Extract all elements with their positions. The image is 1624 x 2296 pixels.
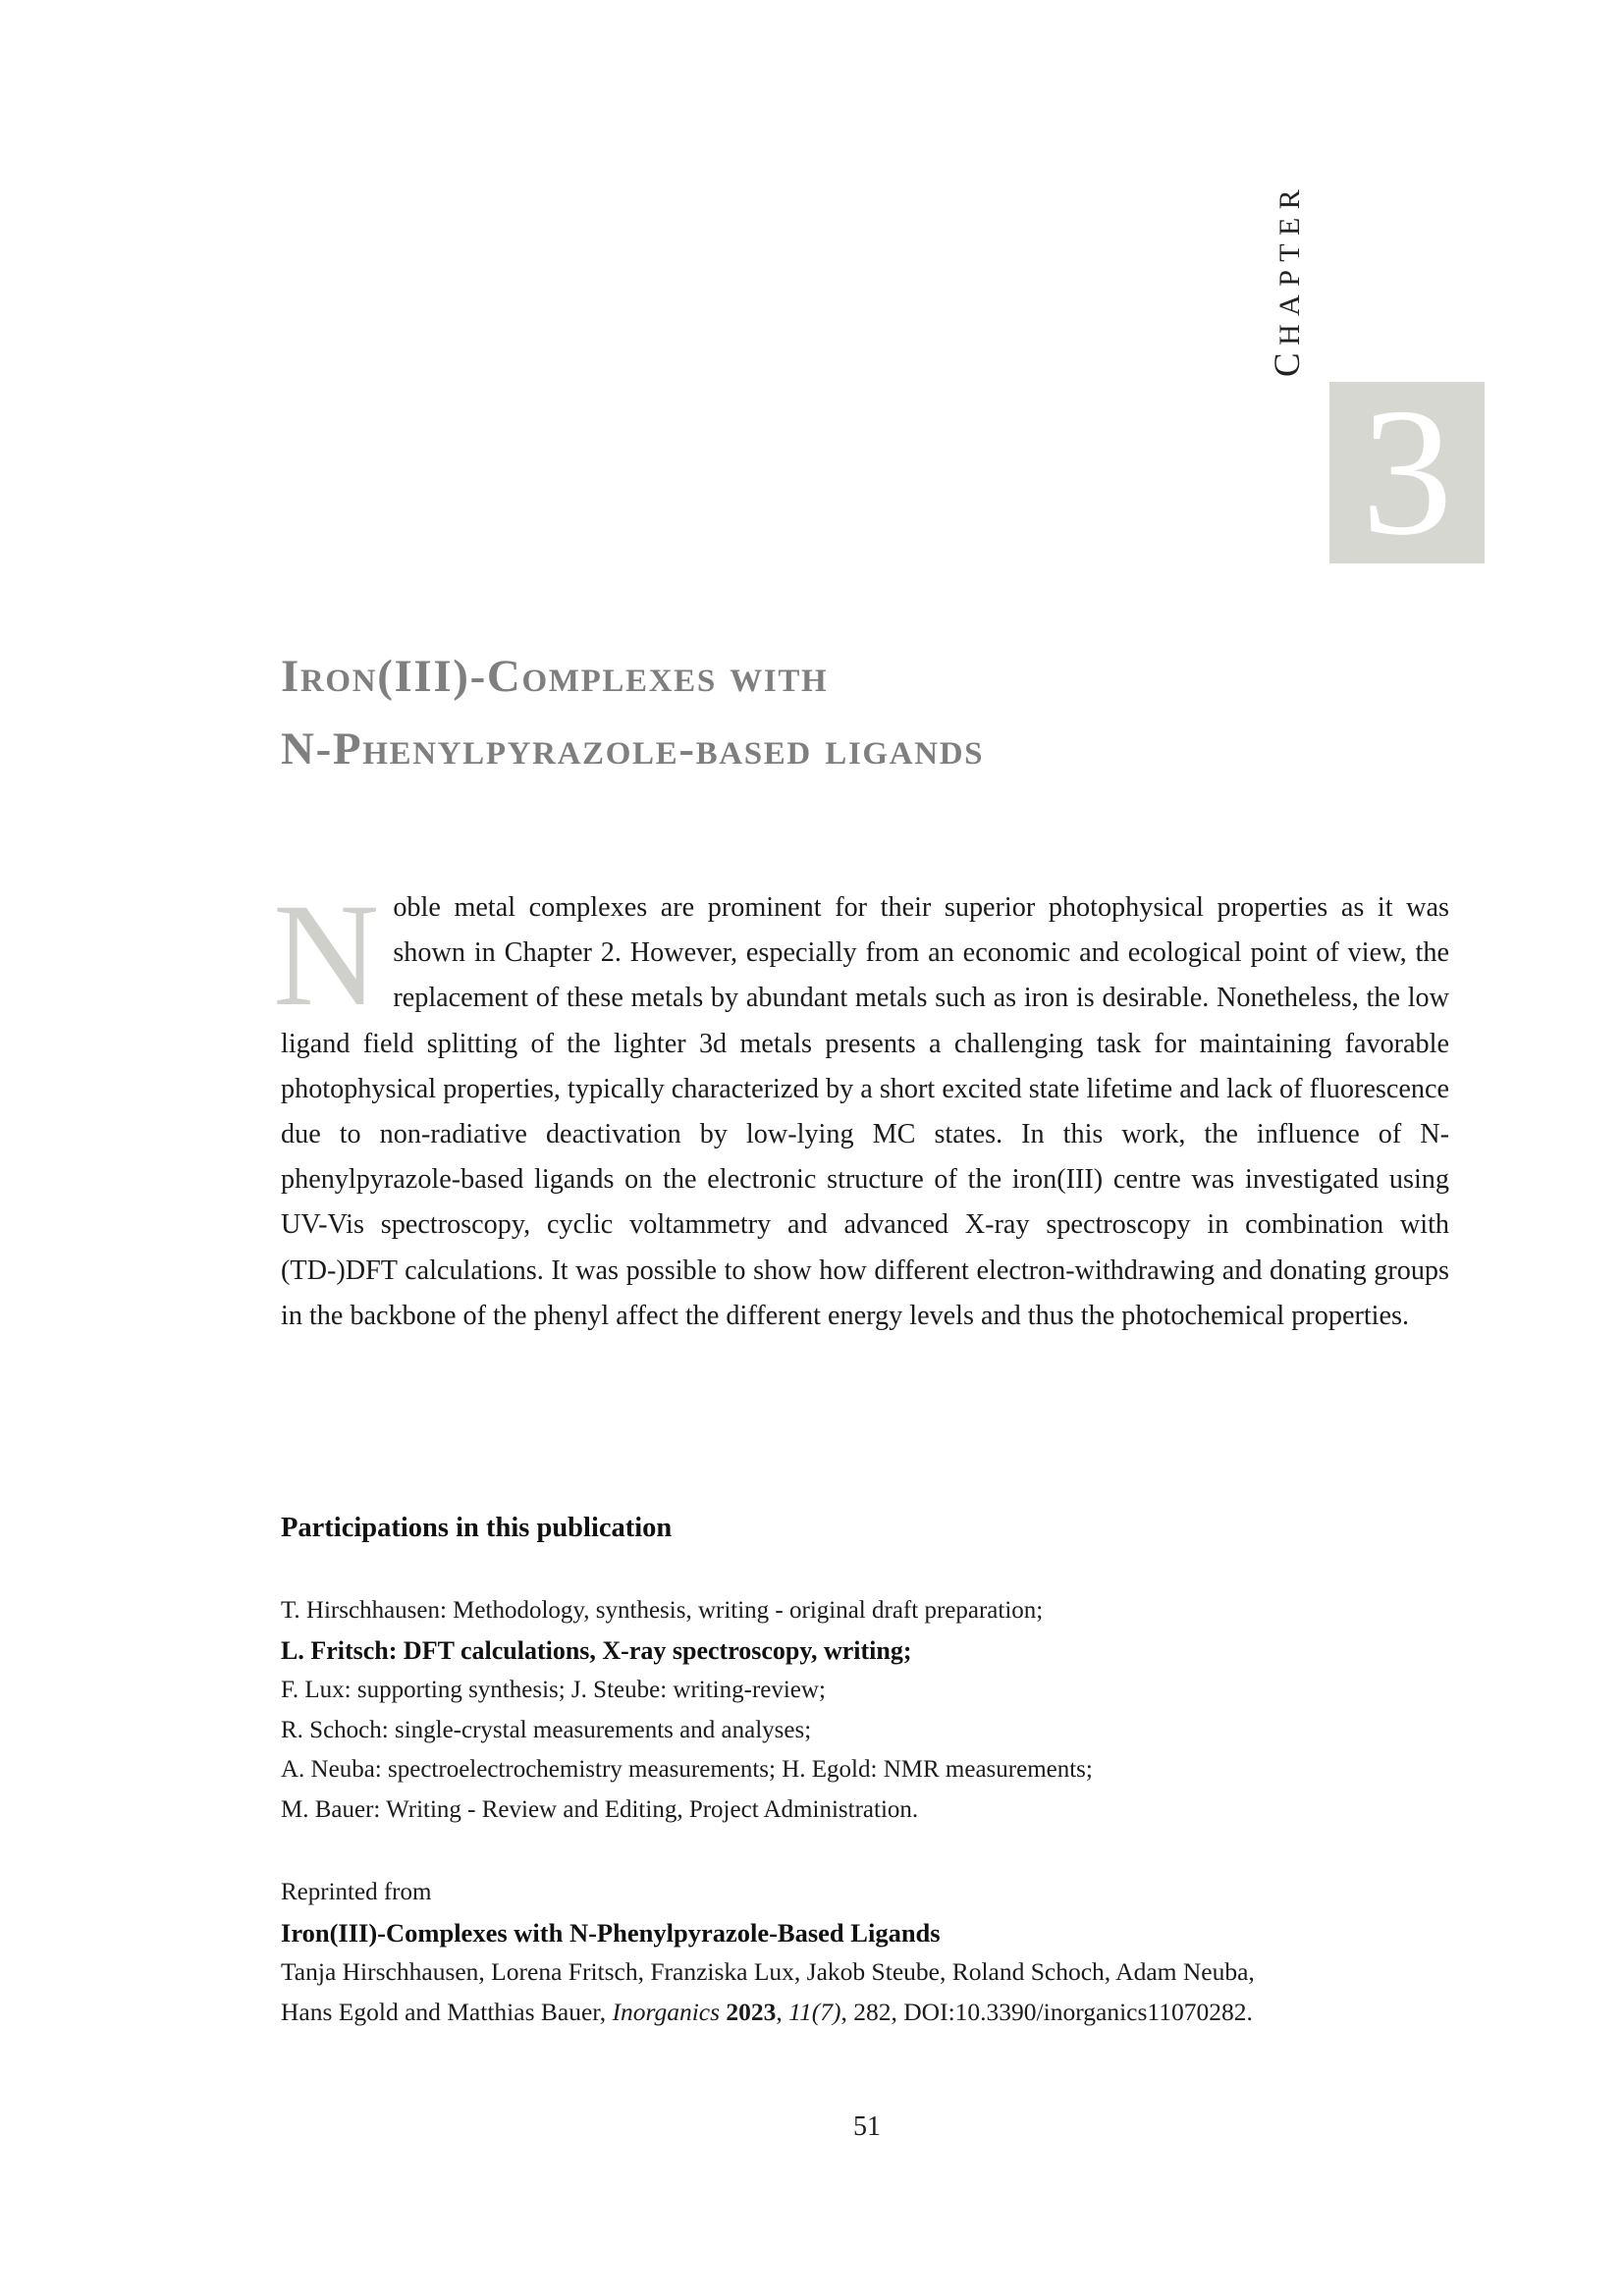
reprint-authors-line-1: Tanja Hirschhausen, Lorena Fritsch, Franziska Lux, Jakob Steube, Roland Schoch, Adam Neuba, bbox=[281, 1957, 1255, 1986]
participation-line-highlighted: L. Fritsch: DFT calculations, X-ray spectroscopy, writing; bbox=[281, 1635, 912, 1665]
page-number: 51 bbox=[853, 2111, 881, 2142]
reprint-authors-line-2-text: Hans Egold and Matthias Bauer, bbox=[281, 1997, 613, 2026]
chapter-title-line-1: Iron(III)-Complexes with bbox=[281, 651, 829, 702]
chapter-number: 3 bbox=[1361, 382, 1453, 563]
participations-heading: Participations in this publication bbox=[281, 1513, 673, 1543]
reprint-volume-issue: 11(7) bbox=[788, 1997, 841, 2026]
participation-line: A. Neuba: spectroelectrochemistry measurements; H. Egold: NMR measurements; bbox=[281, 1756, 1093, 1783]
participation-line: M. Bauer: Writing - Review and Editing, Project Administration. bbox=[281, 1795, 919, 1823]
participation-line: R. Schoch: single-crystal measurements and analyses; bbox=[281, 1716, 812, 1743]
reprint-citation bbox=[281, 1873, 1459, 2032]
chapter-title bbox=[281, 640, 1361, 785]
reprint-paper-title: Iron(III)-Complexes with N-Phenylpyrazole-Based Ligands bbox=[281, 1917, 941, 1948]
chapter-label bbox=[1268, 181, 1308, 377]
drop-cap: N bbox=[273, 874, 380, 1037]
chapter-number-box bbox=[1329, 382, 1485, 563]
chapter-label-rest: HAPTER bbox=[1273, 181, 1306, 346]
reprint-year: 2023 bbox=[726, 1997, 777, 2026]
participations-list bbox=[281, 1591, 1449, 1830]
reprint-authors-line-2: Hans Egold and Matthias Bauer, Inorganics 2023, 11(7), 282, DOI:10.3390/inorganics11070282. bbox=[281, 1997, 1253, 2026]
chapter-title-line-2: N-Phenylpyrazole-based ligands bbox=[281, 723, 985, 774]
reprint-intro: Reprinted from bbox=[281, 1879, 432, 1905]
chapter-label-initial: C bbox=[1268, 345, 1308, 377]
participation-line: T. Hirschhausen: Methodology, synthesis, writing - original draft preparation; bbox=[281, 1597, 1044, 1624]
abstract-paragraph bbox=[273, 874, 1449, 1339]
participation-line: F. Lux: supporting synthesis; J. Steube: writing-review; bbox=[281, 1677, 826, 1703]
reprint-journal: Inorganics bbox=[612, 1997, 721, 2026]
abstract-text: oble metal complexes are prominent for their superior photophysical properties as it was shown in Chapter 2. However, especially from an economic and ecological point of view, the replacement of these metals by abundant metals such as iron is desirable. Nonetheless, the low ligand field splitting of the lighter 3d metals presents a challenging task for maintaining favorable photophysical properties, typically characterized by a short excited state lifetime and lack of fluorescence due to non-radiative deactivation by low-lying MC states. In this work, the influence of N-phenylpyrazole-based ligands on the electronic structure of the iron(III) centre was investigated using UV-Vis spectroscopy, cyclic voltammetry and advanced X-ray spectroscopy in combination with (TD-)DFT calculations. It was possible to show how different electron-withdrawing and donating groups in the backbone of the phenyl affect the different energy levels and thus the photochemical properties. bbox=[281, 892, 1449, 1331]
reprint-pages-doi: , 282, DOI:10.3390/inorganics11070282. bbox=[840, 1997, 1253, 2026]
